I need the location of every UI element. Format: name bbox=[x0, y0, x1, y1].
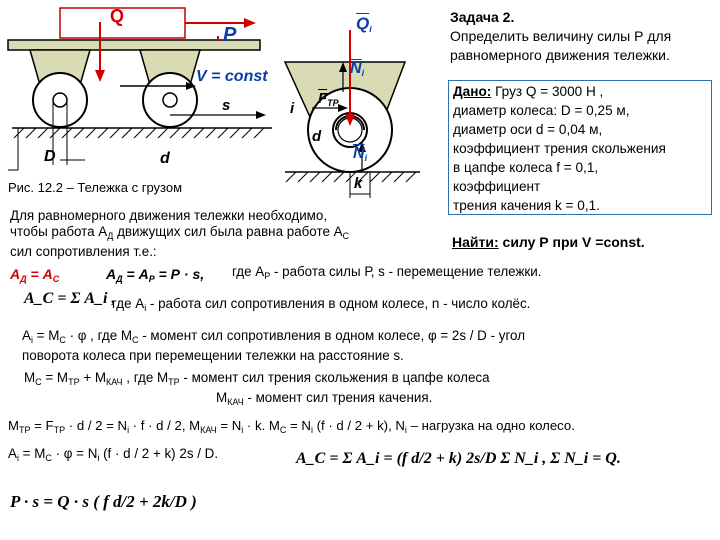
given-line-6: коэффициент bbox=[453, 179, 541, 194]
sum-formula: A_C = Σ A_i , bbox=[24, 290, 116, 307]
mc-line-2: $М_{КАЧ}$ - момент сил трения качения. bbox=[216, 390, 433, 407]
label-P: P bbox=[223, 24, 237, 46]
dimension-D bbox=[8, 128, 18, 170]
solution-line-1: Для равномерного движения тележки необходимо, bbox=[10, 208, 328, 223]
solution-para bbox=[10, 208, 349, 260]
label-Ni-bottom: $\overline{N}_i$ bbox=[353, 145, 368, 163]
task-block bbox=[450, 8, 671, 65]
mtr-line: $М_{ТР} = F_{ТР} \cdot d / 2 = N_i \cdot f \cdot d / 2$, $М_{КАЧ} = N_i \cdot k$. $М_С = N_i$ (f · d / 2 + k), $N_i$ – нагрузка на одно колесо. bbox=[8, 418, 575, 435]
wheel-left bbox=[33, 73, 87, 127]
ai-line-1: $А_i = М_С \cdot \varphi$ , где $М_С$ - момент сил сопротивления в одном колесе, φ = 2s / D - угол bbox=[22, 328, 526, 345]
label-Ftr: $\overline{F}_{TP}$ bbox=[318, 90, 339, 108]
label-D: D bbox=[44, 148, 56, 165]
final-ac-formula: A_C = Σ A_i = (f d/2 + k) 2s/D Σ N_i , Σ N_i = Q. bbox=[296, 450, 621, 467]
label-Q: Q bbox=[110, 6, 125, 26]
solution-line-3: сил сопротивления т.е.: bbox=[10, 244, 157, 259]
given-line-2: диаметр колеса: D = 0,25 м, bbox=[453, 103, 630, 118]
label-V: V = const bbox=[196, 68, 268, 85]
given-line-1: Дано: Груз Q = 3000 Н , bbox=[453, 84, 604, 99]
mc-line-1: $М_С = М_{ТР} + М_{КАЧ}$ , где $М_{ТР}$ - момент сил трения скольжения в цапфе колеса bbox=[24, 370, 490, 387]
label-s: s bbox=[222, 97, 231, 114]
given-line-3: диаметр оси d = 0,04 м, bbox=[453, 122, 603, 137]
where-AP: где $А_Р$ - работа силы Р, s - перемещение тележки. bbox=[232, 264, 542, 281]
ai-final-line: $А_i = М_С \cdot \varphi = N_i$ (f · d / 2 + k) 2s / D. bbox=[8, 446, 219, 463]
figure-caption: Рис. 12.2 – Тележка с грузом bbox=[8, 180, 183, 195]
label-d-right: d bbox=[312, 128, 322, 145]
given-line-7: трения качения k = 0,1. bbox=[453, 198, 600, 213]
task-line-2: равномерного движения тележки. bbox=[450, 47, 670, 63]
label-Qi: $\overline{Q}_i$ bbox=[356, 14, 372, 34]
solution-line-2: чтобы работа $А_Д$ движущих сил была равна работе $А_С$ bbox=[10, 224, 350, 241]
mc-definition bbox=[24, 370, 490, 410]
ground-right bbox=[285, 172, 420, 182]
label-i: i bbox=[290, 100, 295, 117]
wheel-right bbox=[143, 73, 197, 127]
given-box bbox=[448, 80, 712, 215]
ai-line-2: поворота колеса при перемещении тележки на расстояние s. bbox=[22, 348, 404, 363]
eq-AD-AP: $А_Д = А_Р = Р \cdot s$, bbox=[106, 266, 205, 284]
arrow-P bbox=[185, 18, 256, 40]
task-title: Задача 2. bbox=[450, 9, 515, 25]
label-Ni-top: $\overline{N}_i$ bbox=[350, 60, 365, 78]
eq-AD-AC: $А_Д = А_С$ bbox=[10, 266, 60, 284]
ai-definition bbox=[22, 328, 525, 364]
final-p-formula: P · s = Q · s ( f d/2 + 2k/D ) bbox=[10, 492, 197, 511]
wheel-detail bbox=[285, 62, 405, 172]
given-line-4: коэффициент трения скольжения bbox=[453, 141, 666, 156]
find-line: Найти: силу Р при V =const. bbox=[452, 234, 645, 250]
ground-left bbox=[12, 128, 272, 138]
label-d-left: d bbox=[160, 150, 170, 167]
given-line-5: в цапфе колеса f = 0,1, bbox=[453, 160, 599, 175]
label-k: k bbox=[354, 175, 363, 192]
where-Ai: где $А_i$ - работа сил сопротивления в одном колесе, n - число колёс. bbox=[112, 296, 531, 313]
task-line-1: Определить величину силы Р для bbox=[450, 28, 672, 44]
